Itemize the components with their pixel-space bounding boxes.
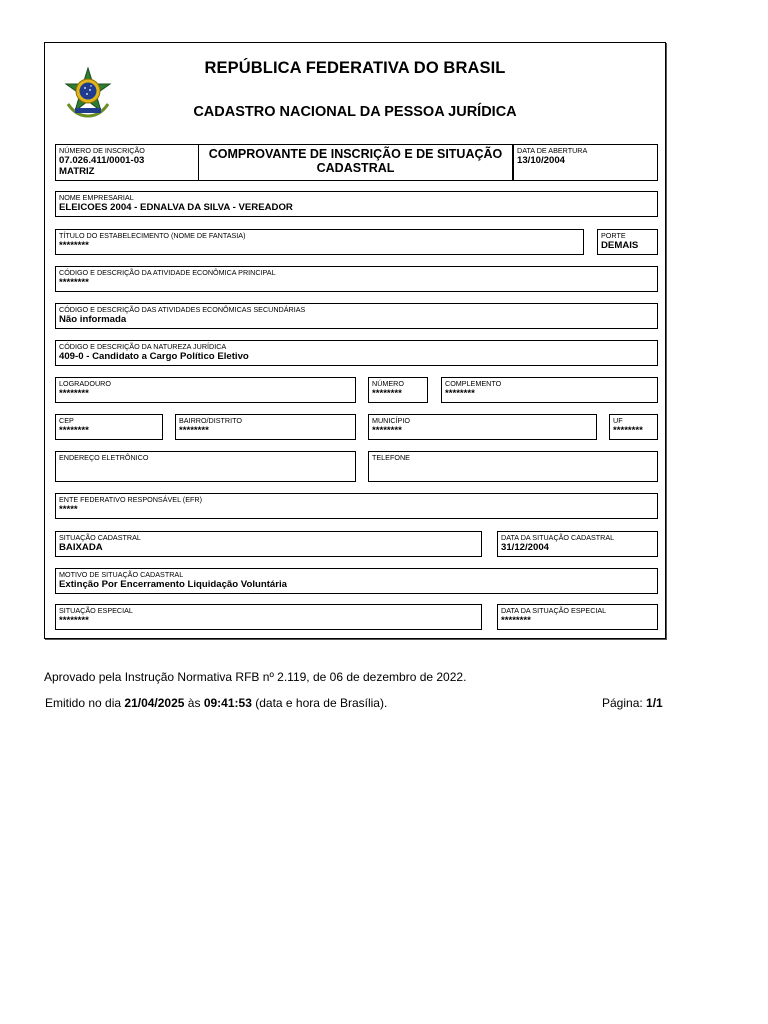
email-label: ENDEREÇO ELETRÔNICO — [59, 453, 149, 462]
data-situacao-especial-label: DATA DA SITUAÇÃO ESPECIAL — [501, 606, 607, 615]
data-situacao-box — [497, 531, 658, 557]
situacao-especial-value: ******** — [59, 615, 89, 626]
data-situacao-especial-value: ******** — [501, 615, 531, 626]
page-value: 1/1 — [646, 696, 663, 710]
comprovante-line-2: CADASTRAL — [316, 161, 395, 175]
data-situacao-value: 31/12/2004 — [501, 542, 550, 553]
approval-note: Aprovado pela Instrução Normativa RFB nº 2.119, de 06 de dezembro de 2022. — [44, 670, 467, 684]
natureza-juridica-box — [55, 340, 658, 366]
page-indicator — [602, 696, 663, 710]
natureza-juridica-label: CÓDIGO E DESCRIÇÃO DA NATUREZA JURÍDICA — [59, 342, 227, 351]
nome-empresarial-value: ELEICOES 2004 - EDNALVA DA SILVA - VEREADOR — [59, 202, 293, 213]
fantasia-label: TÍTULO DO ESTABELECIMENTO (NOME DE FANTASIA) — [59, 231, 246, 240]
complemento-value: ******** — [445, 388, 475, 399]
inscricao-box — [55, 144, 199, 181]
atividades-secundarias-label: CÓDIGO E DESCRIÇÃO DAS ATIVIDADES ECONÔMICAS SECUNDÁRIAS — [59, 305, 306, 314]
motivo-box — [55, 568, 658, 594]
uf-box — [609, 414, 658, 440]
cep-label: CEP — [59, 416, 74, 425]
motivo-value: Extinção Por Encerramento Liquidação Voluntária — [59, 579, 287, 590]
comprovante-line-1: COMPROVANTE DE INSCRIÇÃO E DE SITUAÇÃO — [208, 147, 503, 161]
cep-box — [55, 414, 163, 440]
porte-value: DEMAIS — [601, 240, 639, 251]
natureza-juridica-value: 409-0 - Candidato a Cargo Político Eletivo — [59, 351, 249, 362]
situacao-label: SITUAÇÃO CADASTRAL — [59, 533, 141, 542]
situacao-especial-box — [55, 604, 482, 630]
emission-prefix: Emitido no dia — [45, 696, 122, 710]
atividade-principal-box — [55, 266, 658, 292]
abertura-value: 13/10/2004 — [517, 155, 566, 166]
uf-label: UF — [613, 416, 623, 425]
telefone-box — [368, 451, 658, 482]
municipio-box — [368, 414, 597, 440]
telefone-label: TELEFONE — [372, 453, 410, 462]
situacao-especial-label: SITUAÇÃO ESPECIAL — [59, 606, 133, 615]
emission-date: 21/04/2025 — [124, 696, 185, 710]
comprovante-title — [198, 144, 513, 181]
nome-empresarial-label: NOME EMPRESARIAL — [59, 193, 134, 202]
abertura-box — [513, 144, 658, 181]
inscricao-value: 07.026.411/0001-03 — [59, 155, 145, 166]
cep-value: ******** — [59, 425, 89, 436]
numero-label: NÚMERO — [372, 379, 404, 388]
logradouro-label: LOGRADOURO — [59, 379, 111, 388]
municipio-label: MUNICÍPIO — [372, 416, 410, 425]
emission-suffix: (data e hora de Brasília). — [255, 696, 388, 710]
situacao-value: BAIXADA — [59, 542, 103, 553]
page-label: Página: — [602, 696, 643, 710]
logradouro-box — [55, 377, 356, 403]
atividades-secundarias-box — [55, 303, 658, 329]
logradouro-value: ******** — [59, 388, 89, 399]
data-situacao-label: DATA DA SITUAÇÃO CADASTRAL — [501, 533, 615, 542]
fantasia-value: ******** — [59, 240, 89, 251]
inscricao-tipo: MATRIZ — [59, 166, 95, 177]
numero-box — [368, 377, 428, 403]
page-title: REPÚBLICA FEDERATIVA DO BRASIL — [204, 59, 506, 77]
numero-value: ******** — [372, 388, 402, 399]
abertura-label: DATA DE ABERTURA — [517, 146, 588, 155]
porte-box — [597, 229, 658, 255]
municipio-value: ******** — [372, 425, 402, 436]
complemento-label: COMPLEMENTO — [445, 379, 502, 388]
inscricao-label: NÚMERO DE INSCRIÇÃO — [59, 146, 145, 155]
emission-time: 09:41:53 — [203, 696, 252, 710]
uf-value: ******** — [613, 425, 643, 436]
atividades-secundarias-value: Não informada — [59, 314, 127, 325]
porte-label: PORTE — [601, 231, 626, 240]
efr-label: ENTE FEDERATIVO RESPONSÁVEL (EFR) — [59, 495, 202, 504]
nome-empresarial-box — [55, 191, 658, 217]
efr-box — [55, 493, 658, 519]
data-situacao-especial-box — [497, 604, 658, 630]
emission-line — [45, 696, 387, 710]
fantasia-box — [55, 229, 584, 255]
bairro-box — [175, 414, 356, 440]
bairro-value: ******** — [179, 425, 209, 436]
page-subtitle: CADASTRO NACIONAL DA PESSOA JURÍDICA — [193, 104, 517, 120]
complemento-box — [441, 377, 658, 403]
atividade-principal-value: ******** — [59, 277, 89, 288]
situacao-box — [55, 531, 482, 557]
email-box — [55, 451, 356, 482]
bairro-label: BAIRRO/DISTRITO — [179, 416, 242, 425]
emission-mid: às — [187, 696, 201, 710]
efr-value: ***** — [59, 504, 78, 515]
atividade-principal-label: CÓDIGO E DESCRIÇÃO DA ATIVIDADE ECONÔMICA PRINCIPAL — [59, 268, 276, 277]
motivo-label: MOTIVO DE SITUAÇÃO CADASTRAL — [59, 570, 184, 579]
